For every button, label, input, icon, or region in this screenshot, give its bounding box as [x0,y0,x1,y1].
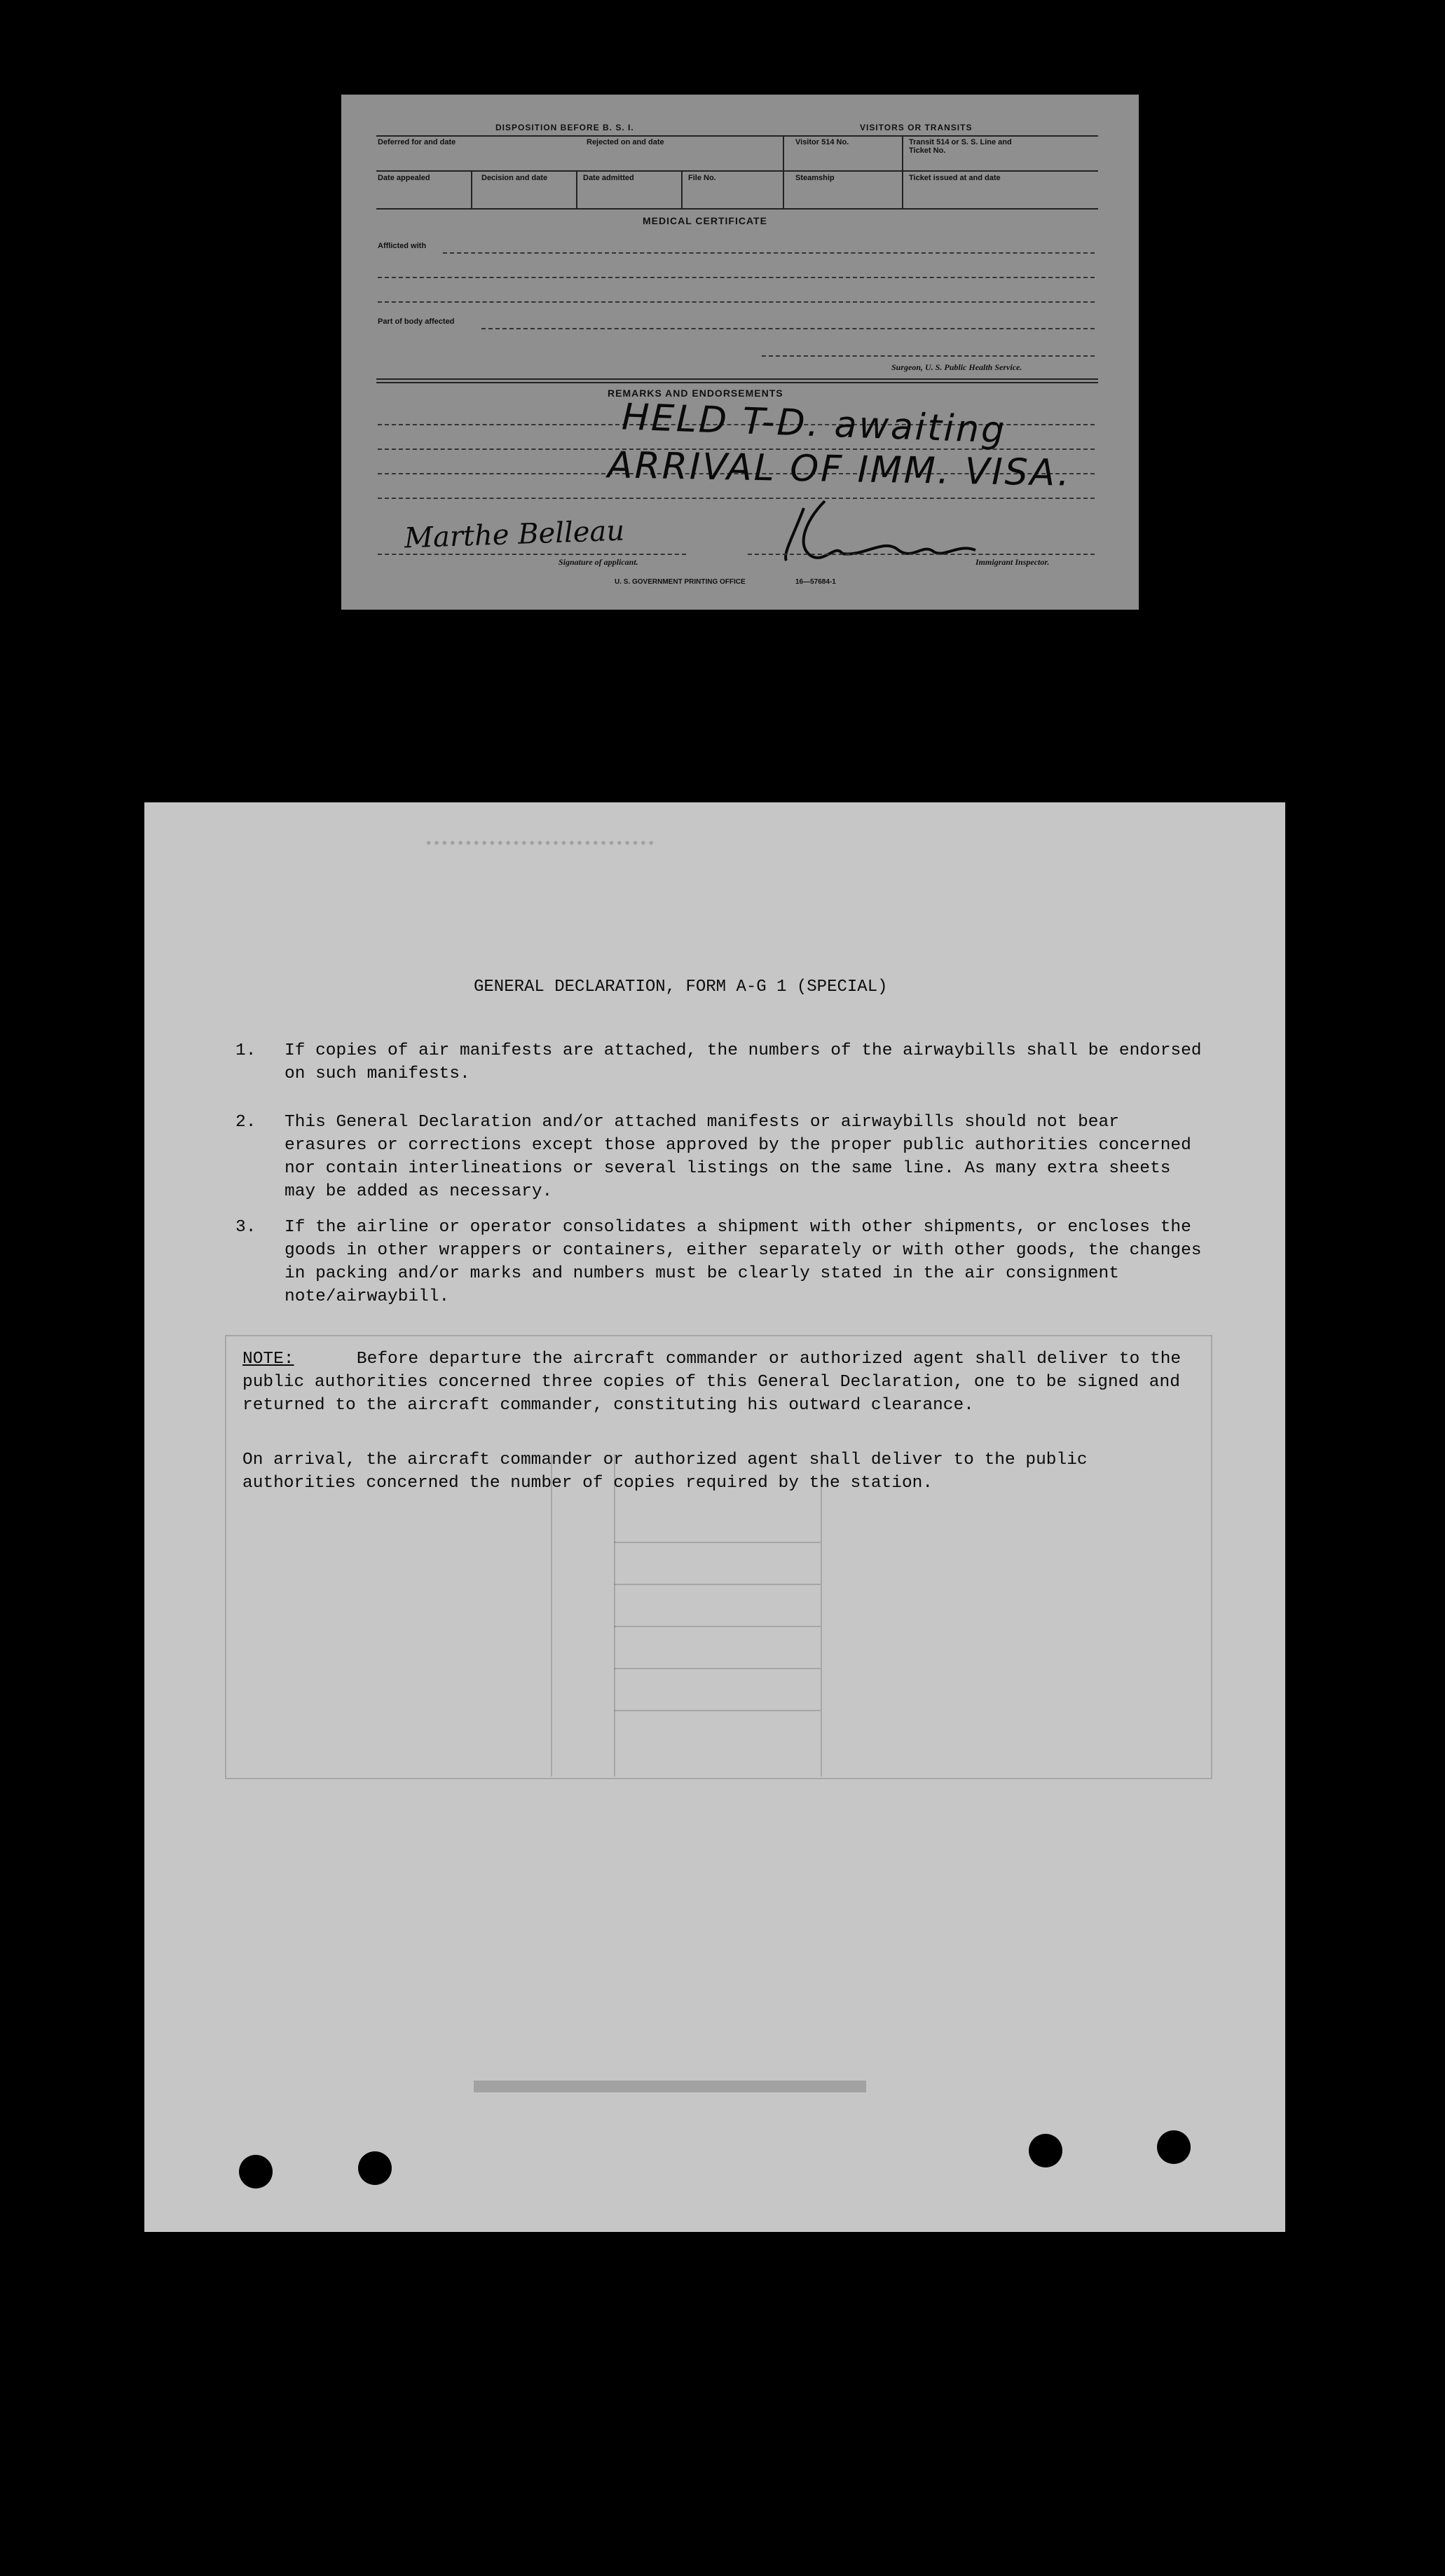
disposition-header: DISPOSITION BEFORE B. S. I. [495,123,634,132]
transit-label: Transit 514 or S. S. Line and Ticket No. [909,138,1012,155]
item-text: This General Declaration and/or attached manifests or airwaybills should not bear erasures or corrections except those approved by the proper public authorities concerned nor contain interlineations or several listings on the same line. As many extra sheets may be added as necessary. [285,1113,1191,1201]
dotted-line [762,355,1095,357]
remarks-header: REMARKS AND ENDORSEMENTS [608,388,783,399]
dotted-line [378,301,1095,303]
bleed-through-line [614,1584,821,1585]
divider [681,170,683,209]
divider [471,170,472,209]
decision-label: Decision and date [481,174,548,182]
bleed-through-line [614,1710,821,1711]
bleed-through-text: ▬▬▬▬▬▬▬▬▬▬ [474,2071,866,2115]
part-of-body-label: Part of body affected [378,317,455,326]
general-declaration-page [144,802,1285,2232]
item-text: If copies of air manifests are attached, the numbers of the airwaybills shall be endorsed on such manifests. [285,1041,1202,1083]
note-label: NOTE: [242,1350,294,1369]
inspector-label: Immigrant Inspector. [975,557,1050,567]
handwritten-remark-line-1: HELD T-D. awaiting [621,396,1008,452]
instruction-item [235,1111,1203,1203]
date-appealed-label: Date appealed [378,174,430,182]
rejected-label: Rejected on and date [587,138,664,146]
item-text: If the airline or operator consolidates a shipment with other shipments, or encloses the goods in other wrappers or containers, either separately or with other goods, the changes in packing and/or marks and numbers must be clearly stated in the air consignment note/airwaybill. [285,1218,1202,1306]
bleed-through-line [551,1454,552,1776]
bleed-through-line [821,1454,822,1776]
deferred-label: Deferred for and date [378,138,456,146]
punch-hole [1157,2130,1191,2164]
file-no-label: File No. [688,174,716,182]
note-text: Before departure the aircraft commander or authorized agent shall deliver to the public authorities concerned three copies of this General Declaration, one to be signed and returned to the aircraft commander, constituting his outward clearance. [242,1350,1182,1415]
arrival-paragraph: On arrival, the aircraft commander or authorized agent shall deliver to the public authorities concerned the number of copies required by the station. [242,1451,1088,1493]
divider [783,135,784,209]
dotted-line [378,277,1095,278]
visitors-header: VISITORS OR TRANSITS [860,123,973,132]
item-number: 3. [235,1218,256,1237]
bleed-through-line [614,1668,821,1669]
bleed-through-text: ····························· [425,830,655,856]
item-number: 1. [235,1041,256,1060]
dotted-line [378,554,686,555]
punch-hole [358,2151,392,2185]
rule [376,378,1098,380]
steamship-label: Steamship [795,174,835,182]
divider [576,170,577,209]
printing-office-label: U. S. GOVERNMENT PRINTING OFFICE [615,578,746,586]
ticket-issued-label: Ticket issued at and date [909,174,1001,182]
medical-certificate-header: MEDICAL CERTIFICATE [643,215,767,226]
document-title: GENERAL DECLARATION, FORM A-G 1 (SPECIAL) [474,978,888,996]
visitor-label: Visitor 514 No. [795,138,849,146]
afflicted-label: Afflicted with [378,242,427,250]
handwritten-remark-line-2: ARRIVAL OF IMM. VISA. [607,444,1072,495]
arrival-record-card [341,95,1139,610]
date-admitted-label: Date admitted [583,174,634,182]
punch-hole [1029,2134,1062,2167]
signature-label: Signature of applicant. [559,557,638,567]
dotted-line [481,328,1095,329]
note-paragraph [242,1348,1206,1417]
bleed-through-line [614,1626,821,1627]
rule [376,135,1098,137]
rule [376,208,1098,210]
surgeon-label: Surgeon, U. S. Public Health Service. [891,362,1022,372]
rule [376,170,1098,172]
instruction-item [235,1039,1203,1085]
instruction-item [235,1216,1203,1308]
form-number: 16—57684-1 [795,578,836,586]
bleed-through-line [614,1542,821,1543]
inspector-signature-icon [765,494,997,571]
dotted-line [443,252,1095,254]
punch-hole [239,2155,273,2188]
dotted-line [748,554,1095,555]
item-number: 2. [235,1113,256,1132]
rule [376,382,1098,383]
divider [902,135,903,209]
applicant-signature: Marthe Belleau [404,514,625,555]
bleed-through-line [614,1454,615,1776]
